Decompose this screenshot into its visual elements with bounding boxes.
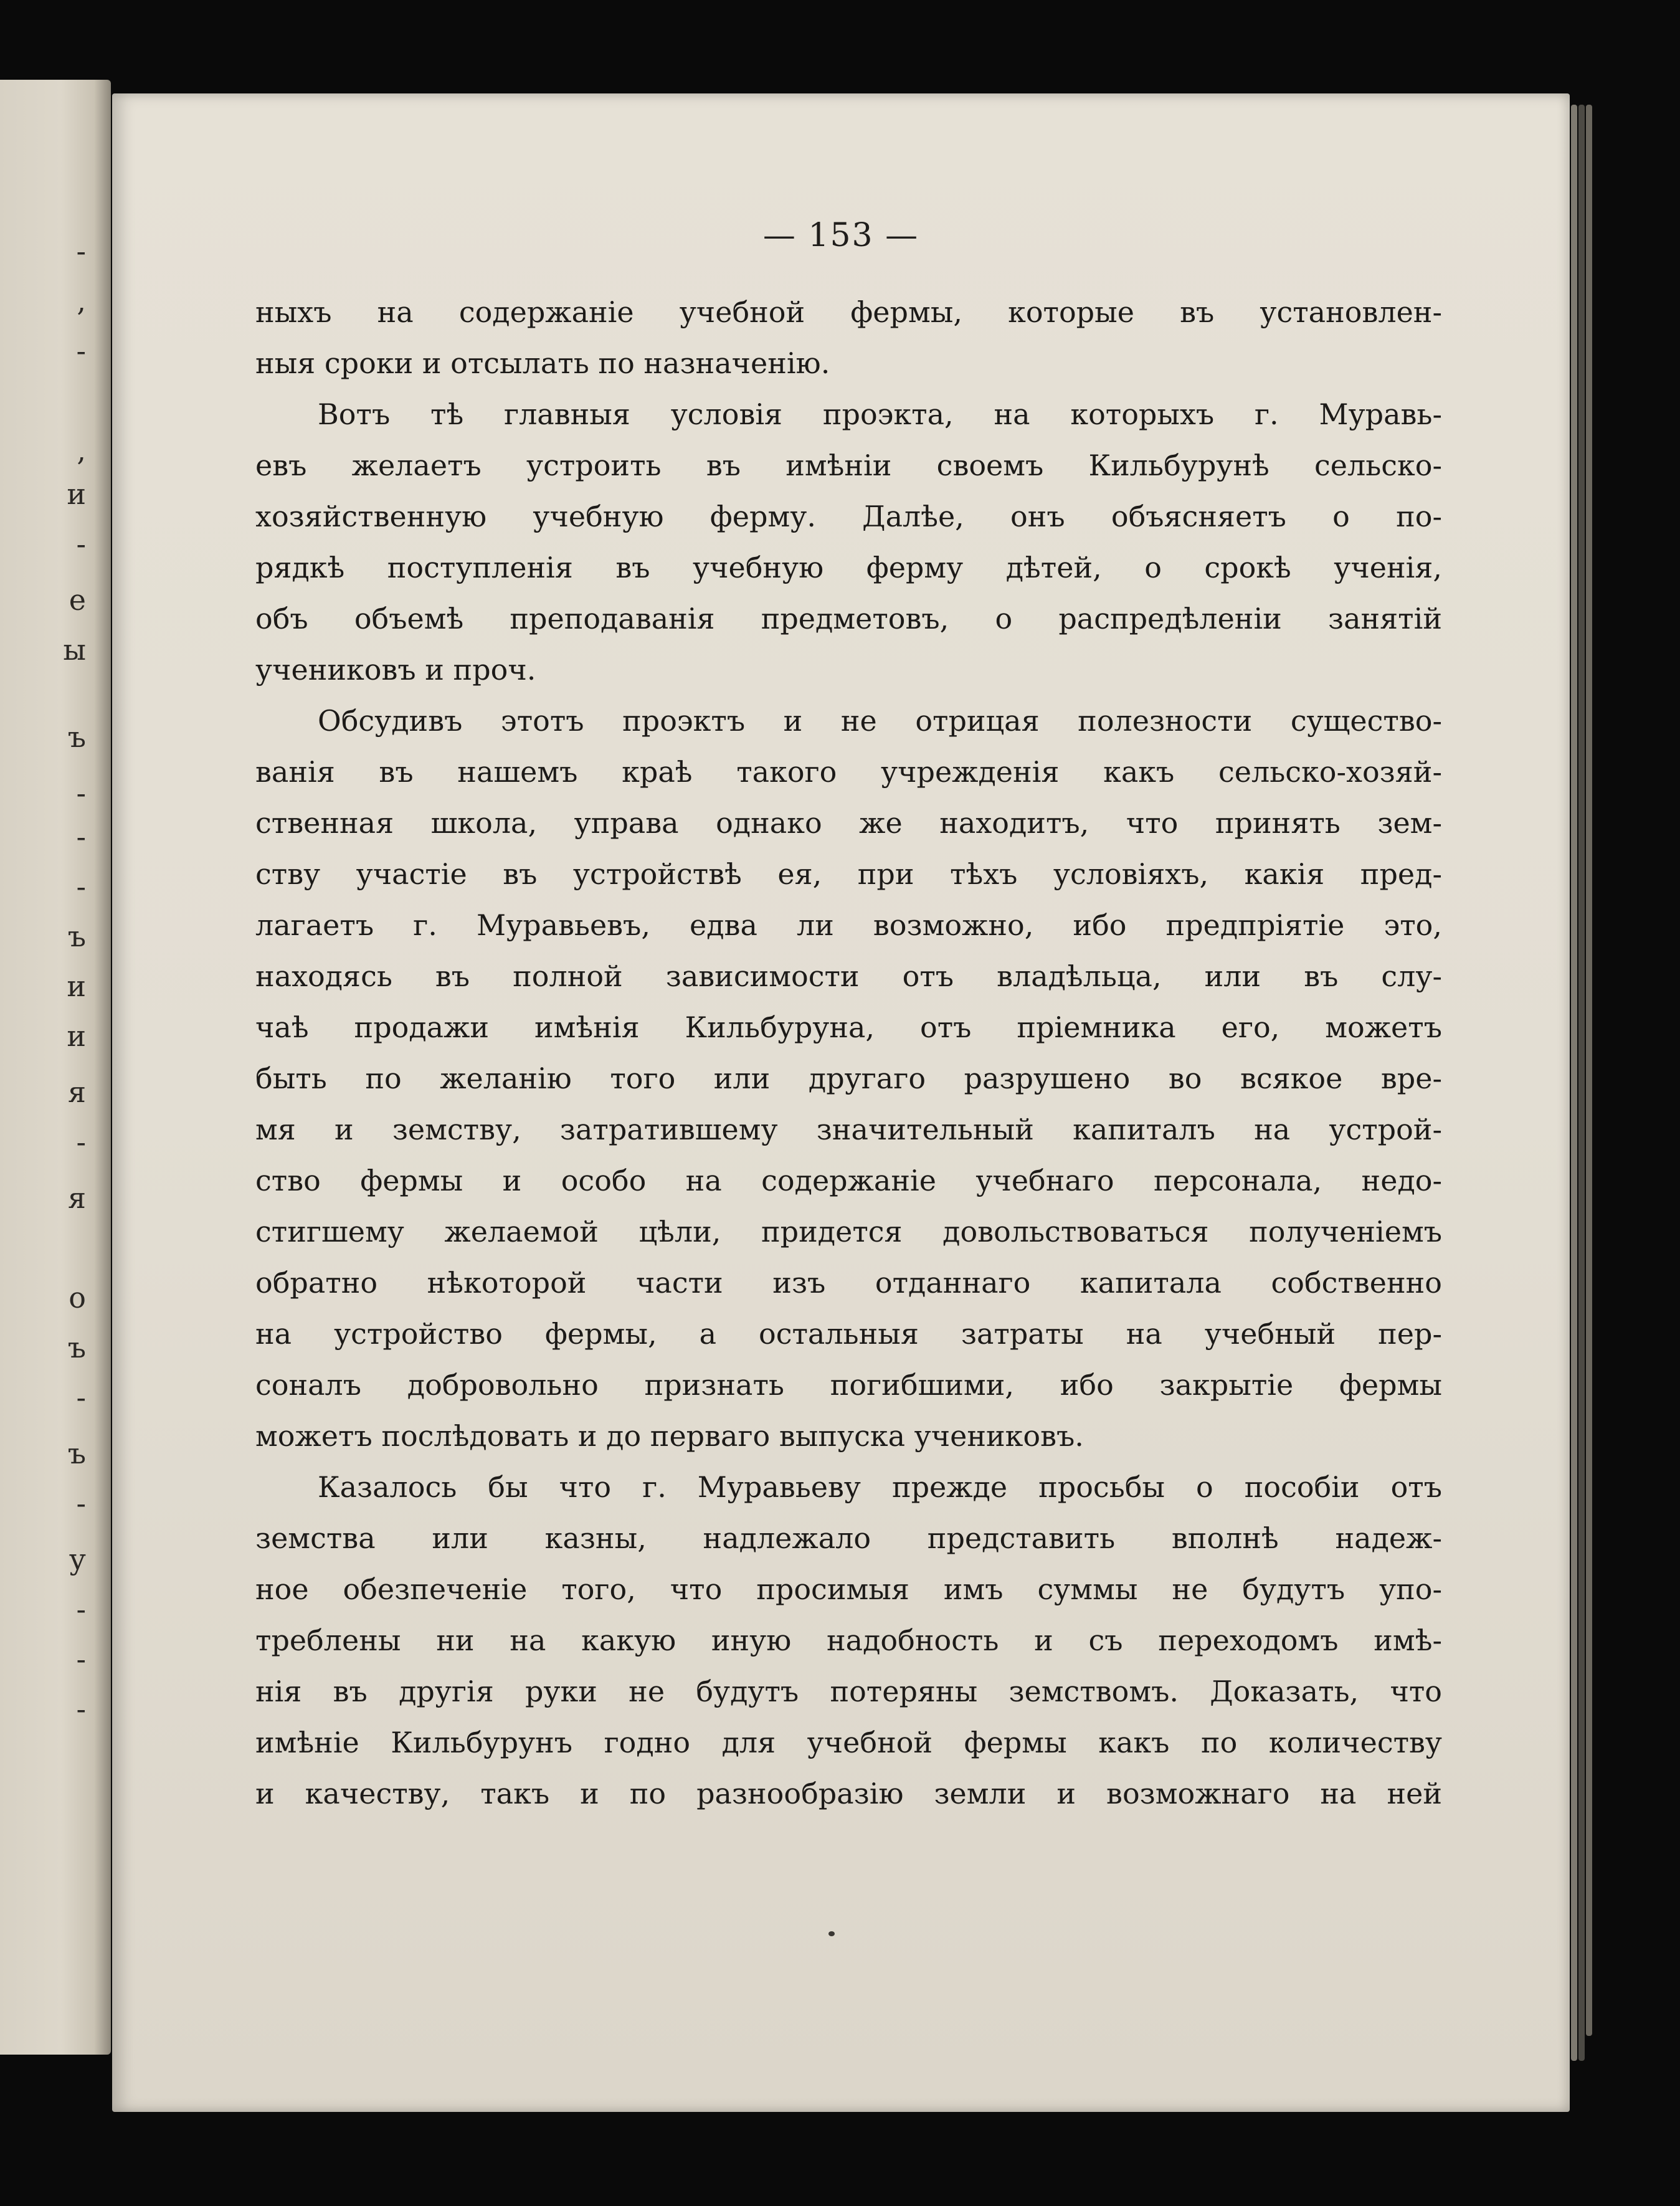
text-line: учениковъ и проч. [255, 653, 536, 687]
text-line: объ объемѣ преподаванія предметовъ, о распредѣленіи занятій [255, 602, 1442, 635]
margin-char: и [67, 1019, 86, 1053]
text-line: ство фермы и особо на содержаніе учебнаго персонала, недо- [255, 1164, 1442, 1197]
ink-speck [828, 1931, 835, 1936]
text-line: Вотъ тѣ главныя условія проэкта, на которыхъ г. Муравь- [318, 397, 1442, 431]
margin-char: - [76, 1486, 86, 1520]
text-line: можетъ послѣдовать и до перваго выпуска учениковъ. [255, 1419, 1084, 1453]
text-line: стигшему желаемой цѣли, придется довольствоваться полученіемъ [255, 1215, 1442, 1248]
margin-char: о [69, 1281, 86, 1315]
margin-char: ъ [67, 920, 86, 953]
margin-char: я [67, 1181, 86, 1215]
margin-char: - [76, 234, 86, 268]
margin-char: - [76, 334, 86, 368]
page-stack-edge [1578, 105, 1585, 2061]
text-line: евъ желаетъ устроить въ имѣніи своемъ Кильбурунѣ сельско- [255, 449, 1442, 482]
margin-char: - [76, 1381, 86, 1414]
text-line: ное обезпеченіе того, что просимыя имъ суммы не будутъ упо- [255, 1572, 1442, 1606]
margin-char: ъ [67, 1331, 86, 1364]
text-line: и качеству, такъ и по разнообразію земли и возможнаго на ней [255, 1777, 1442, 1810]
text-line: ству участіе въ устройствѣ ея, при тѣхъ условіяхъ, какія пред- [255, 857, 1442, 891]
page-stack-edge [1571, 105, 1577, 2061]
margin-char: ы [63, 633, 86, 667]
text-line: ванія въ нашемъ краѣ такого учрежденія какъ сельско-хозяй- [255, 755, 1442, 789]
text-line: быть по желанію того или другаго разрушено во всякое вре- [255, 1062, 1442, 1095]
text-line: ственная школа, управа однако же находитъ, что принять зем- [255, 806, 1442, 840]
margin-char: - [76, 527, 86, 561]
text-line: ныя сроки и отсылать по назначенію. [255, 346, 830, 380]
margin-char: и [67, 969, 86, 1003]
margin-char: е [69, 583, 86, 617]
text-line: лагаетъ г. Муравьевъ, едва ли возможно, ибо предпріятіе это, [255, 908, 1442, 942]
margin-char: , [77, 434, 86, 467]
page-number: — 153 — [762, 217, 919, 254]
page-stack-edge [1586, 105, 1592, 2036]
margin-char: - [76, 820, 86, 853]
margin-char: , [77, 284, 86, 318]
text-line: находясь въ полной зависимости отъ владѣльца, или въ слу- [255, 959, 1442, 993]
book-page [112, 93, 1570, 2112]
margin-char: - [76, 776, 86, 810]
text-line: нія въ другія руки не будутъ потеряны земствомъ. Доказать, что [255, 1675, 1442, 1708]
text-line: земства или казны, надлежало представить вполнѣ надеж- [255, 1521, 1442, 1555]
margin-char: ъ [67, 1437, 86, 1470]
margin-char: - [76, 1125, 86, 1159]
text-line: хозяйственную учебную ферму. Далѣе, онъ объясняетъ о по- [255, 500, 1442, 533]
margin-char: я [67, 1075, 86, 1109]
previous-page-edge [0, 80, 111, 2055]
text-line: Обсудивъ этотъ проэктъ и не отрицая полезности существо- [318, 704, 1442, 738]
text-line: чаѣ продажи имѣнія Кильбуруна, отъ пріемника его, можетъ [255, 1010, 1442, 1044]
text-line: рядкѣ поступленія въ учебную ферму дѣтей, о срокѣ ученія, [255, 551, 1442, 584]
margin-char: ъ [67, 720, 86, 754]
margin-char: - [76, 1692, 86, 1726]
text-line: треблены ни на какую иную надобность и съ переходомъ имѣ- [255, 1624, 1442, 1657]
text-line: соналъ добровольно признать погибшими, ибо закрытіе фермы [255, 1368, 1442, 1402]
margin-char: и [67, 477, 86, 511]
text-line: ныхъ на содержаніе учебной фермы, которые въ установлен- [255, 295, 1442, 329]
text-line: на устройство фермы, а остальныя затраты на учебный пер- [255, 1317, 1442, 1351]
text-line: обратно нѣкоторой части изъ отданнаго капитала собственно [255, 1266, 1442, 1300]
text-line: мя и земству, затратившему значительный капиталъ на устрой- [255, 1113, 1442, 1146]
margin-char: - [76, 1592, 86, 1626]
margin-char: у [69, 1543, 86, 1576]
page-body-text [255, 287, 1442, 1819]
margin-char: - [76, 1642, 86, 1676]
text-line: Казалось бы что г. Муравьеву прежде просьбы о пособіи отъ [318, 1470, 1442, 1504]
text-line: имѣніе Кильбурунъ годно для учебной фермы какъ по количеству [255, 1726, 1442, 1759]
margin-char: - [76, 870, 86, 903]
